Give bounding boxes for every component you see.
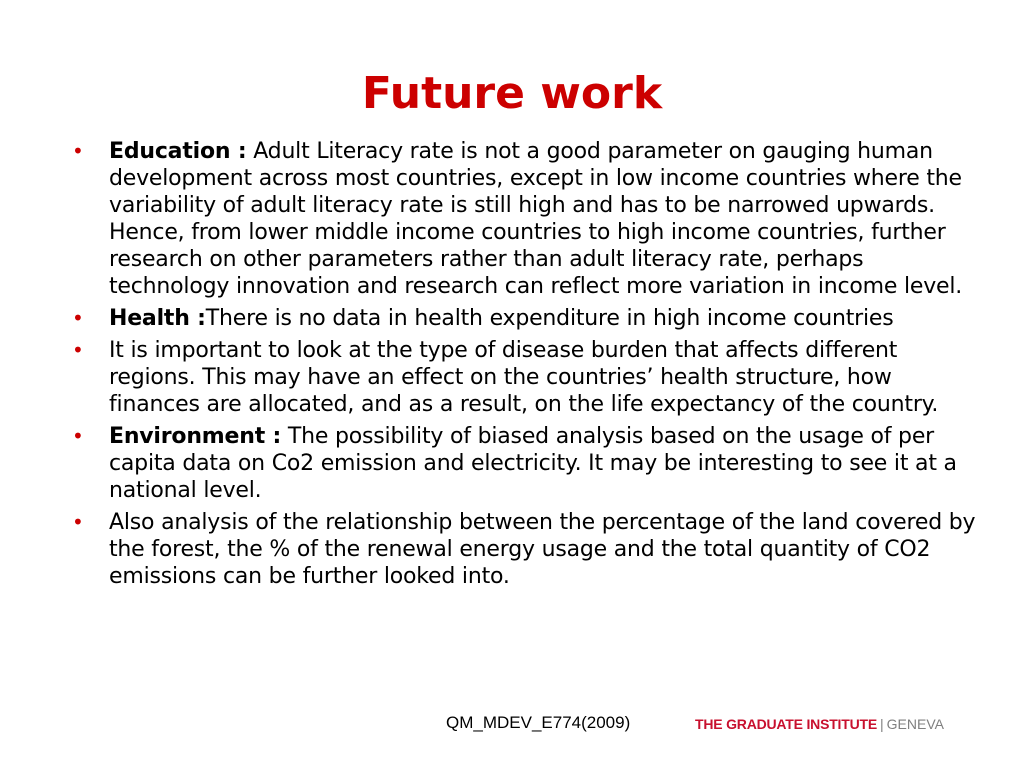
bullet-icon: • [72, 306, 84, 330]
bullet-item-forest-analysis [72, 509, 977, 590]
bullet-item-health [72, 305, 977, 332]
institute-name: THE GRADUATE INSTITUTE [695, 716, 878, 732]
bullet-icon: • [72, 139, 84, 163]
bullet-text: There is no data in health expenditure in high income countries [205, 306, 894, 331]
bullet-text: Adult Literacy rate is not a good parameter on gauging human development across most countries, except in low income countries where the variability of adult literacy rate is still high and has to be narrowed upwards. Hence, from lower middle income countries to high income countries, further research on other parameters rather than adult literacy rate, perhaps technology innovation and research can reflect more variation in income level. [109, 139, 963, 299]
bullet-item-disease-burden [72, 337, 977, 418]
institute-logo [695, 714, 944, 734]
slide-title: Future work [361, 68, 663, 119]
footer-course-code: QM_MDEV_E774(2009) [446, 713, 631, 732]
bullet-icon: • [72, 510, 84, 534]
bullet-item-environment [72, 423, 977, 504]
bullet-list [72, 138, 977, 595]
bullet-lead: Health : [109, 306, 206, 331]
brand-separator: | [880, 716, 884, 732]
bullet-item-education [72, 138, 977, 300]
bullet-text: It is important to look at the type of disease burden that affects different regions. This may have an effect on the countries’ health structure, how finances are allocated, and as a result, on the life expectancy of the country. [109, 338, 939, 417]
bullet-text: The possibility of biased analysis based on the usage of per capita data on Co2 emission and electricity. It may be interesting to see it at a national level. [109, 424, 957, 503]
bullet-text: Also analysis of the relationship between the percentage of the land covered by the forest, the % of the renewal energy usage and the total quantity of CO2 emissions can be further looked into. [109, 510, 976, 589]
bullet-icon: • [72, 424, 84, 448]
bullet-lead: Environment : [109, 424, 282, 449]
bullet-lead: Education : [109, 139, 247, 164]
bullet-icon: • [72, 338, 84, 362]
institute-city: GENEVA [886, 716, 944, 732]
